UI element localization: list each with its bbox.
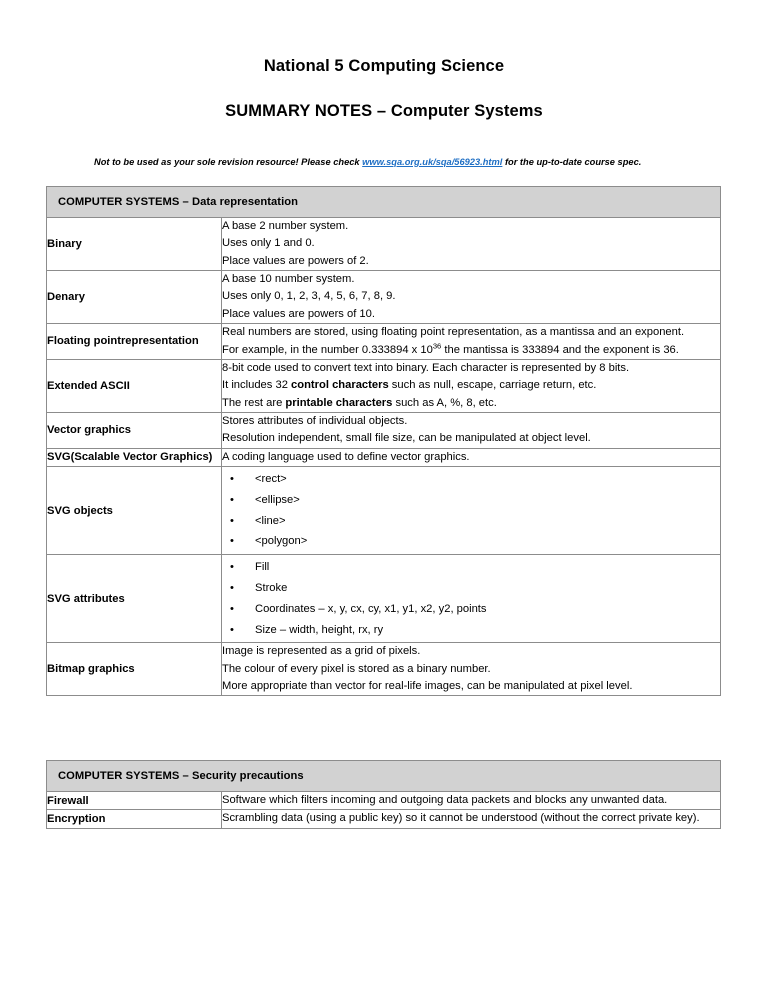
term-cell [47, 412, 222, 448]
description-line: Uses only 0, 1, 2, 3, 4, 5, 6, 7, 8, 9. [222, 290, 396, 303]
term-cell [47, 448, 222, 466]
table-row [47, 218, 721, 271]
term-line: Denary [47, 291, 85, 303]
term-cell [47, 810, 222, 828]
term-cell [47, 359, 222, 412]
description-line: The rest are printable characters such as A, %, 8, etc. [222, 396, 497, 409]
term-line: Encryption [47, 812, 106, 825]
description-line: Scrambling data (using a public key) so it cannot be understood (without the correct private key). [222, 812, 700, 825]
term-line: Extended ASCII [47, 379, 130, 392]
term-cell [47, 555, 222, 643]
description-cell [222, 643, 721, 696]
table-row [47, 412, 721, 448]
description-line: For example, in the number 0.333894 x $10^{36}$ the mantissa is 333894 and the exponent is 36. [222, 340, 679, 356]
term-line: SVG attributes [47, 592, 125, 605]
description-cell [222, 810, 721, 828]
list-item: • Stroke [222, 578, 720, 599]
term-cell [47, 271, 222, 324]
term-line: Bitmap graphics [47, 663, 135, 676]
term-line: representation [120, 335, 199, 348]
list-item: • Fill [222, 557, 720, 578]
revision-disclaimer [0, 122, 768, 168]
emphasis: printable characters [285, 396, 393, 409]
table-data-representation [46, 186, 721, 696]
term-cell [47, 467, 222, 555]
term-line: SVG [47, 451, 71, 464]
disclaimer-text-before: Not to be used as your sole revision resource! Please check [94, 156, 363, 167]
exponent: 36 [432, 340, 442, 350]
term-line: Floating point [47, 335, 121, 348]
description-cell [222, 271, 721, 324]
list-item: • <polygon> [222, 531, 720, 552]
description-line: The colour of every pixel is stored as a binary number. [222, 662, 491, 675]
disclaimer-text-after: for the up-to-date course spec. [502, 156, 642, 167]
page-subtitle: SUMMARY NOTES – Computer Systems [225, 101, 543, 120]
table-body [47, 187, 721, 696]
table-row [47, 271, 721, 324]
table-row [47, 555, 721, 643]
term-cell [47, 792, 222, 810]
description-cell [222, 555, 721, 643]
description-line: Place values are powers of 10. [222, 307, 375, 320]
description-line: Image is represented as a grid of pixels. [222, 645, 421, 658]
table-row [47, 359, 721, 412]
section-title: COMPUTER SYSTEMS – Data representation [47, 187, 721, 218]
table-row [47, 810, 721, 828]
description-cell [222, 792, 721, 810]
term-line: Firewall [47, 794, 89, 807]
description-line: A coding language used to define vector graphics. [222, 450, 470, 463]
term-line: (Scalable Vector Graphics) [70, 451, 213, 464]
table-row [47, 448, 721, 466]
list-item: • <ellipse> [222, 490, 720, 511]
description-line: Place values are powers of 2. [222, 254, 369, 267]
description-line: A base 10 number system. [222, 273, 355, 286]
term-cell [47, 324, 222, 360]
term-line: SVG objects [47, 504, 113, 517]
description-cell [222, 467, 721, 555]
list-item: • <rect> [222, 469, 720, 490]
list-item: • <line> [222, 511, 720, 532]
description-cell [222, 218, 721, 271]
list-item: • Size – width, height, rx, ry [222, 620, 720, 641]
term-line: Vector graphics [47, 424, 131, 437]
term-cell [47, 218, 222, 271]
term-cell [47, 643, 222, 696]
description-line: Stores attributes of individual objects. [222, 414, 408, 427]
description-line: 8-bit code used to convert text into binary. Each character is represented by 8 bits. [222, 361, 630, 374]
description-cell [222, 359, 721, 412]
section-header-row [47, 761, 721, 792]
description-cell [222, 412, 721, 448]
sqa-course-spec-link[interactable]: www.sqa.org.uk/sqa/56923.html [362, 156, 503, 167]
description-line: Real numbers are stored, using floating point representation, as a mantissa and an exponent. [222, 326, 685, 339]
bullet-list [222, 555, 720, 642]
table-row [47, 643, 721, 696]
page-title: National 5 Computing Science [263, 57, 505, 75]
table-row [47, 324, 721, 360]
description-line: Uses only 1 and 0. [222, 237, 315, 250]
description-cell [222, 324, 721, 360]
bullet-list [222, 467, 720, 554]
section-header-row [47, 187, 721, 218]
section-title: COMPUTER SYSTEMS – Security precautions [47, 761, 721, 792]
emphasis: control characters [291, 379, 389, 392]
list-item: • Coordinates – x, y, cx, cy, x1, y1, x2, y2, points [222, 599, 720, 620]
table-row [47, 467, 721, 555]
description-line: More appropriate than vector for real-life images, can be manipulated at pixel level. [222, 680, 633, 693]
description-cell [222, 448, 721, 466]
term-line: Binary [47, 237, 82, 250]
description-line: A base 2 number system. [222, 220, 349, 232]
table-security-precautions [46, 760, 721, 829]
description-line: It includes 32 control characters such as null, escape, carriage return, etc. [222, 379, 597, 392]
description-line: Software which filters incoming and outgoing data packets and blocks any unwanted data. [222, 794, 668, 806]
table-body [47, 761, 721, 829]
description-line: Resolution independent, small file size, can be manipulated at object level. [222, 432, 591, 445]
table-row [47, 792, 721, 810]
